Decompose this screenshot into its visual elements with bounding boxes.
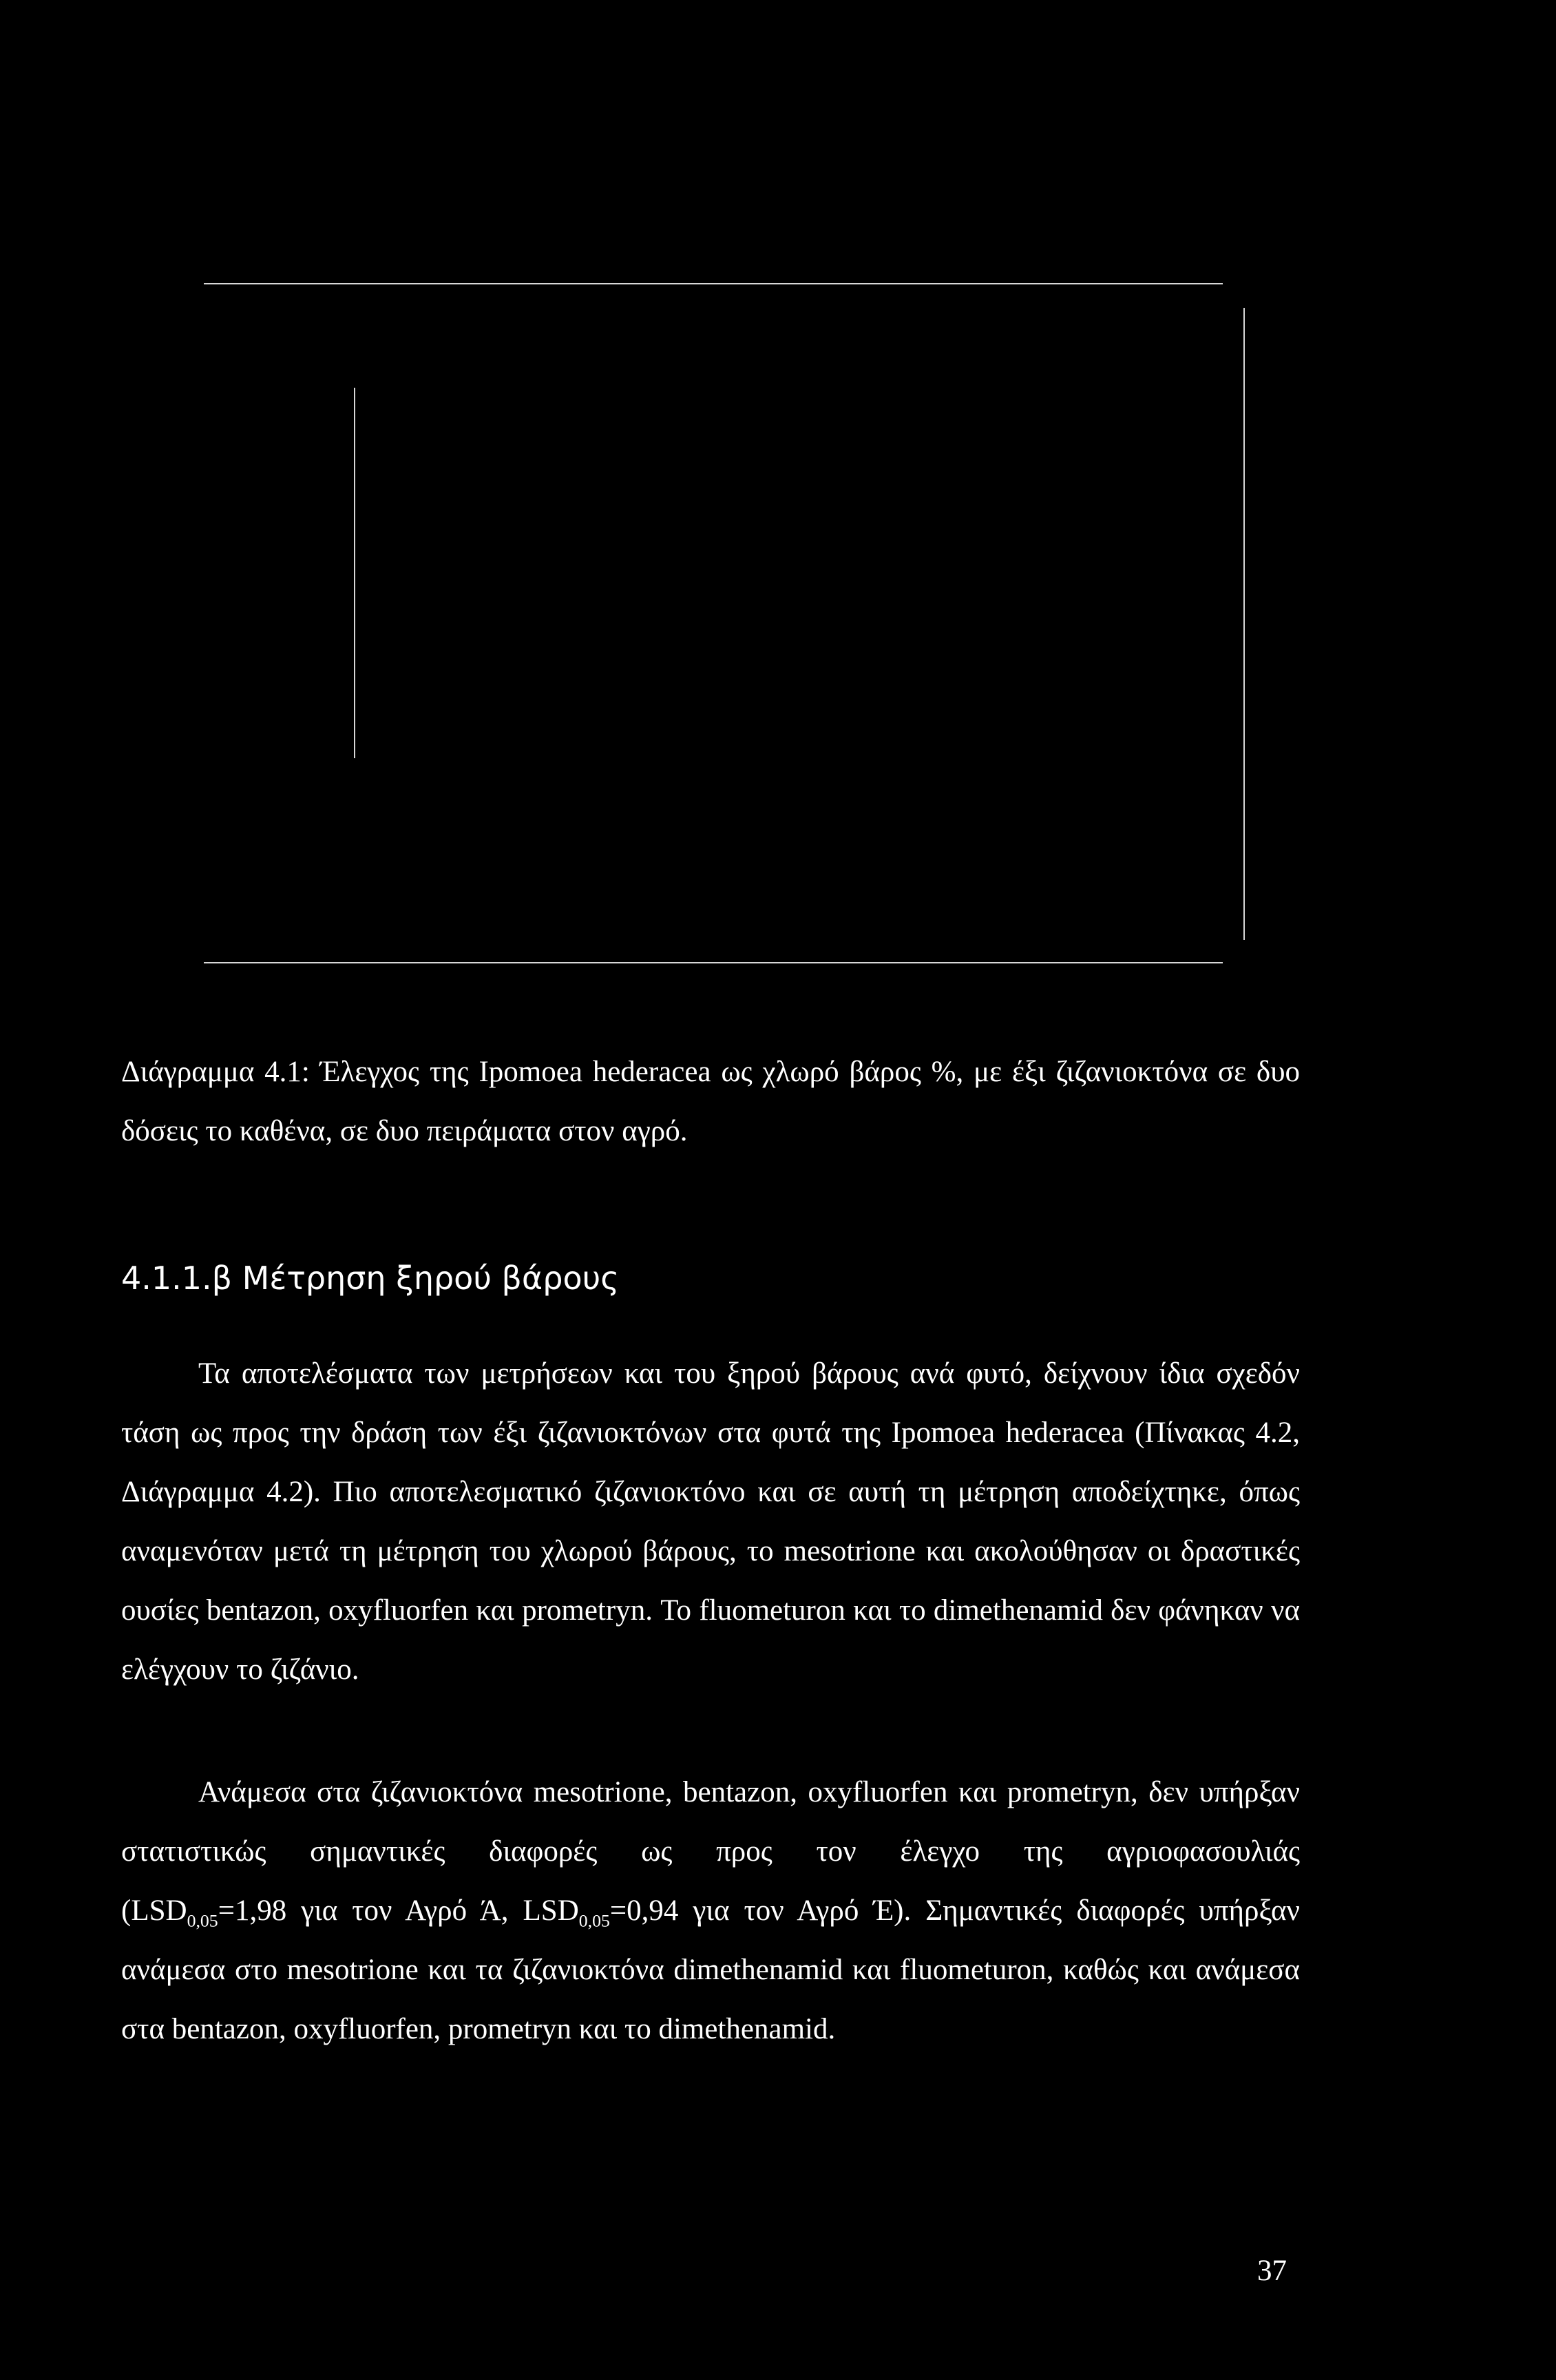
section-heading: 4.1.1.β Μέτρηση ξηρού βάρους (121, 1260, 620, 1297)
lsd-label-1: LSD (131, 1894, 187, 1927)
page-number: 37 (1257, 2255, 1287, 2287)
lsd-subscript-2: 0,05 (578, 1910, 610, 1931)
lsd-subscript-1: 0,05 (187, 1910, 218, 1931)
paragraph-statistical-differences (121, 1763, 1300, 2059)
figure-caption: Διάγραμμα 4.1: Έλεγχος της Ipomoea hederacea ως χλωρό βάρος %, με έξι ζιζανιοκτόνα σε δυο δόσεις το καθένα, σε δυο πειράματα στον αγρό. (121, 1056, 1300, 1147)
lsd-label-2: LSD (523, 1894, 579, 1927)
chart-frame-right-line (1243, 308, 1245, 940)
paragraph-dry-weight-results: Τα αποτελέσματα των μετρήσεων και του ξηρού βάρους ανά φυτό, δείχνουν ίδια σχεδόν τάση ως προς την δράση των έξι ζιζανιοκτόνων στα φυτά της Ipomoea hederacea (Πίνακας 4.2, Διάγραμμα 4.2). Πιο αποτελεσματικό ζιζανιοκτόνο και σε αυτή τη μέτρηση αποδείχτηκε, όπως αναμενόταν μετά τη μέτρηση του χλωρού βάρους, το mesotrione και ακολούθησαν οι δραστικές ουσίες bentazon, oxyfluorfen και prometryn. Το fluometuron και το dimethenamid δεν φάνηκαν να ελέγχουν το ζιζάνιο. (121, 1357, 1300, 1686)
lsd-value-1: =1,98 για τον Αγρό Ά, (218, 1894, 523, 1927)
lsd-value-2: =0,94 για τον Αγρό Έ (609, 1894, 894, 1927)
chart-frame-bottom-line (204, 962, 1223, 963)
chart-frame-top-line (204, 283, 1223, 284)
chart-vertical-axis (354, 388, 355, 758)
paragraph-part-2: ). Σημαντικές διαφορές υπήρξαν ανάμεσα στο mesotrione και τα ζιζανιοκτόνα dimethenamid και fluometuron, καθώς και ανάμεσα στα bentazon, oxyfluorfen, prometryn και το dimethenamid. (121, 1894, 1300, 2045)
paragraph-part-1: Ανάμεσα στα ζιζανιοκτόνα mesotrione, bentazon, oxyfluorfen και prometryn, δεν υπήρξαν στατιστικώς σημαντικές διαφορές ως προς τον έλεγχο της αγριοφασουλιάς ( (121, 1776, 1300, 1927)
